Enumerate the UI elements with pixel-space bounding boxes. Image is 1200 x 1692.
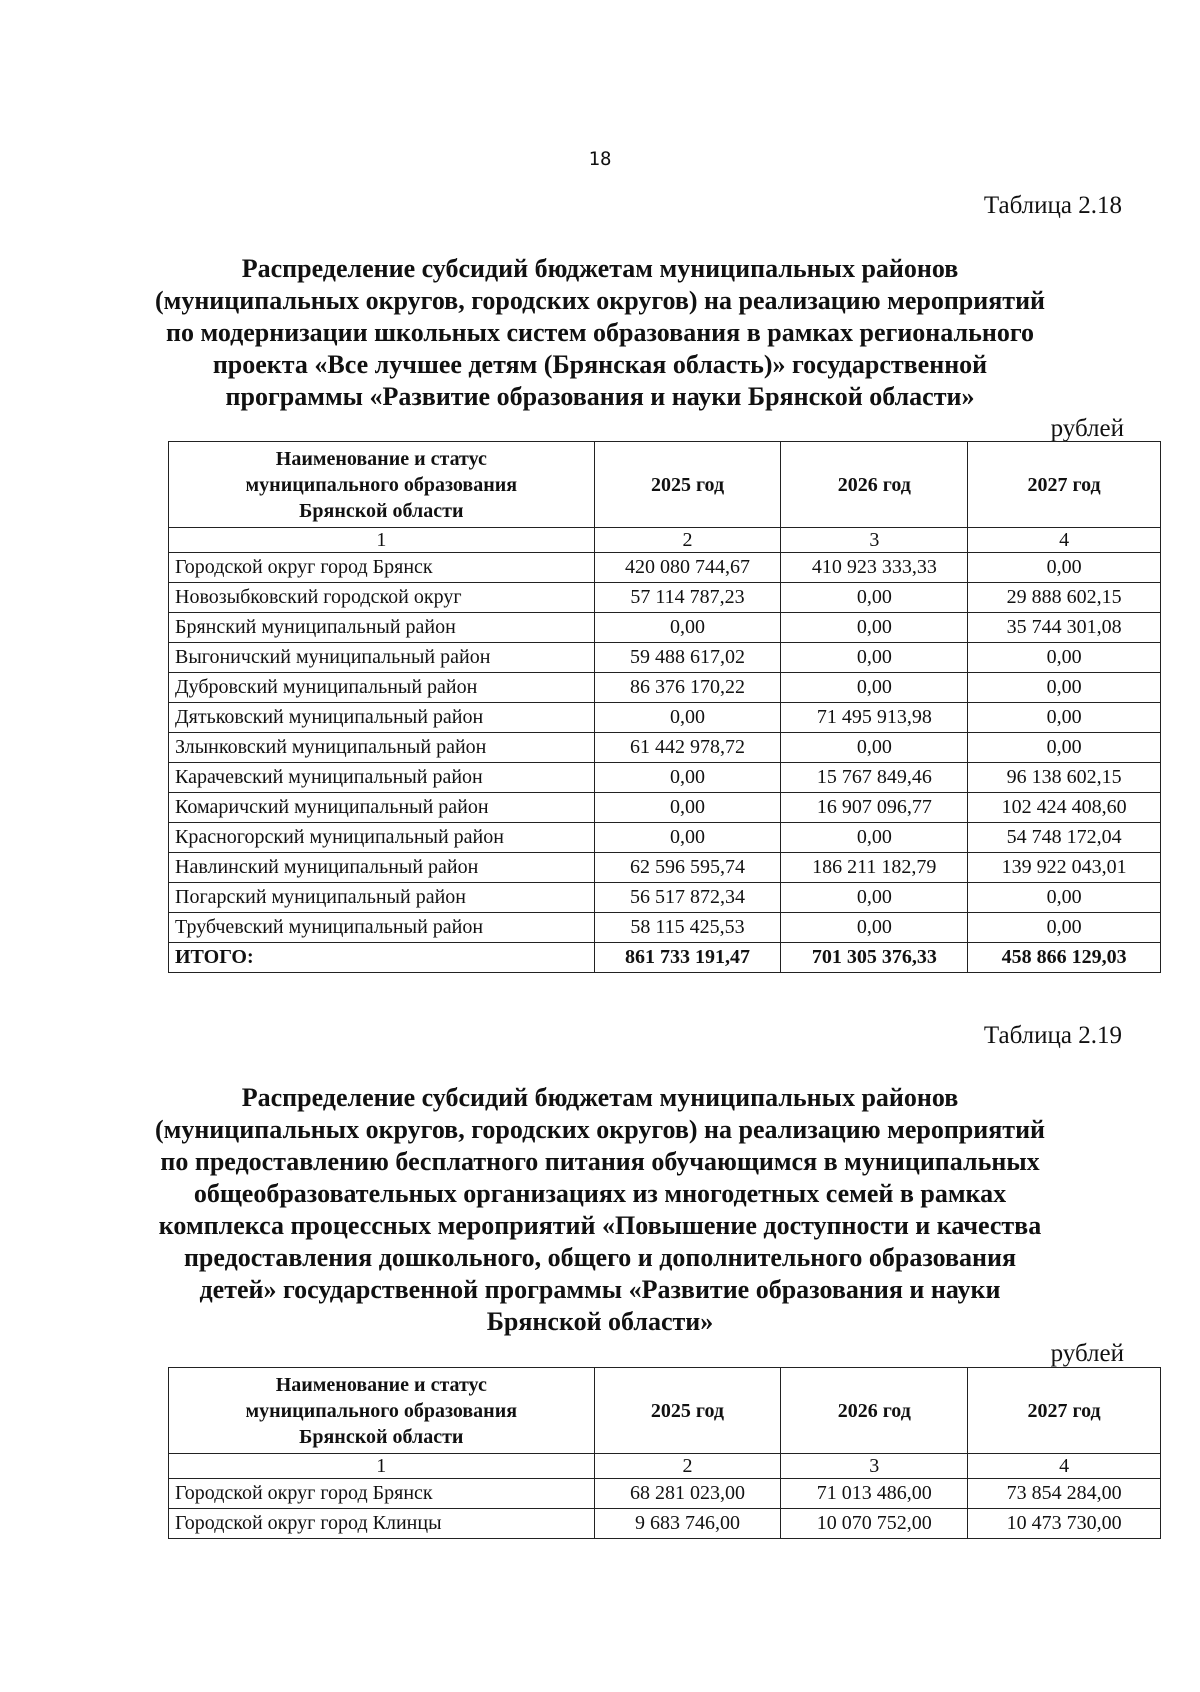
table-cell: 0,00 — [968, 733, 1161, 763]
table1-header-name: Наименование и статус муниципального образования Брянской области — [169, 442, 595, 528]
table-cell: 96 138 602,15 — [968, 763, 1161, 793]
table-cell: 15 767 849,46 — [781, 763, 968, 793]
table-cell: 0,00 — [594, 763, 781, 793]
table2-unit: рублей — [1050, 1340, 1124, 1367]
table2-title-line: Распределение субсидий бюджетам муниципальных районов — [241, 1083, 959, 1112]
table-cell: Городской округ город Брянск — [169, 553, 595, 583]
table-cell: 0,00 — [968, 643, 1161, 673]
table-cell: 2 — [594, 528, 781, 553]
table-cell: 0,00 — [781, 733, 968, 763]
table-cell: 0,00 — [781, 643, 968, 673]
table-total-cell: ИТОГО: — [169, 943, 595, 973]
table-cell: Навлинский муниципальный район — [169, 853, 595, 883]
table-cell: 68 281 023,00 — [594, 1479, 781, 1509]
table1-unit: рублей — [1050, 415, 1124, 442]
table-cell: 73 854 284,00 — [968, 1479, 1161, 1509]
table-cell: 0,00 — [968, 703, 1161, 733]
table-cell: 0,00 — [594, 613, 781, 643]
table-cell: 139 922 043,01 — [968, 853, 1161, 883]
table-row — [169, 673, 1161, 703]
table-cell: 54 748 172,04 — [968, 823, 1161, 853]
table-total-cell: 701 305 376,33 — [781, 943, 968, 973]
table-row — [169, 733, 1161, 763]
table-cell: 0,00 — [968, 883, 1161, 913]
table2-header-2027: 2027 год — [968, 1368, 1161, 1454]
table-total-row — [169, 943, 1161, 973]
table2-title-line: детей» государственной программы «Развитие образования и науки — [199, 1275, 1001, 1304]
table-cell: 3 — [781, 528, 968, 553]
table-cell: Брянский муниципальный район — [169, 613, 595, 643]
table-cell: 186 211 182,79 — [781, 853, 968, 883]
table2-header-row — [169, 1368, 1161, 1454]
table-cell: Дятьковский муниципальный район — [169, 703, 595, 733]
table-row — [169, 1479, 1161, 1509]
table-cell: 56 517 872,34 — [594, 883, 781, 913]
table2-header-2026: 2026 год — [781, 1368, 968, 1454]
table-cell: 0,00 — [594, 793, 781, 823]
table-cell: Злынковский муниципальный район — [169, 733, 595, 763]
table-cell: 57 114 787,23 — [594, 583, 781, 613]
table-cell: 0,00 — [968, 553, 1161, 583]
table2-title-line: по предоставлению бесплатного питания обучающимся в муниципальных — [160, 1147, 1040, 1176]
table1-header-2027: 2027 год — [968, 442, 1161, 528]
table-cell: 71 013 486,00 — [781, 1479, 968, 1509]
table1-title-line: Распределение субсидий бюджетам муниципальных районов — [241, 254, 959, 283]
table-cell: 62 596 595,74 — [594, 853, 781, 883]
table1-title-line: (муниципальных округов, городских округов) на реализацию мероприятий — [154, 286, 1046, 315]
table-cell: 0,00 — [594, 823, 781, 853]
table-cell: 29 888 602,15 — [968, 583, 1161, 613]
table-cell: 0,00 — [781, 883, 968, 913]
table-cell: 102 424 408,60 — [968, 793, 1161, 823]
table-row — [169, 883, 1161, 913]
table-cell: 0,00 — [781, 613, 968, 643]
table-cell: Комаричский муниципальный район — [169, 793, 595, 823]
table-cell: 0,00 — [781, 673, 968, 703]
table-cell: 10 473 730,00 — [968, 1509, 1161, 1539]
table-cell: 86 376 170,22 — [594, 673, 781, 703]
table-cell: 0,00 — [781, 583, 968, 613]
table-cell: 9 683 746,00 — [594, 1509, 781, 1539]
table1 — [168, 441, 1161, 973]
table-cell: Городской округ город Клинцы — [169, 1509, 595, 1539]
table2-header-name: Наименование и статус муниципального образования Брянской области — [169, 1368, 595, 1454]
table-row — [169, 643, 1161, 673]
table-cell: 0,00 — [594, 703, 781, 733]
table-cell: 4 — [968, 1454, 1161, 1479]
table-row — [169, 763, 1161, 793]
table1-index-row — [169, 528, 1161, 553]
table-cell: 0,00 — [968, 673, 1161, 703]
table-cell: Красногорский муниципальный район — [169, 823, 595, 853]
table-row — [169, 853, 1161, 883]
table-total-cell: 458 866 129,03 — [968, 943, 1161, 973]
table-cell: 71 495 913,98 — [781, 703, 968, 733]
table1-header-row — [169, 442, 1161, 528]
table2-title — [140, 1082, 1060, 1338]
table-cell: 2 — [594, 1454, 781, 1479]
table-cell: Карачевский муниципальный район — [169, 763, 595, 793]
table-cell: 0,00 — [781, 913, 968, 943]
table-cell: 16 907 096,77 — [781, 793, 968, 823]
table-cell: Погарский муниципальный район — [169, 883, 595, 913]
table-cell: Дубровский муниципальный район — [169, 673, 595, 703]
table2-label: Таблица 2.19 — [983, 1022, 1122, 1049]
table-cell: 3 — [781, 1454, 968, 1479]
table2-title-line: (муниципальных округов, городских округов) на реализацию мероприятий — [154, 1115, 1046, 1144]
table-cell: 61 442 978,72 — [594, 733, 781, 763]
table-total-cell: 861 733 191,47 — [594, 943, 781, 973]
table1-title-line: проекта «Все лучшее детям (Брянская область)» государственной — [212, 350, 988, 379]
table2 — [168, 1367, 1161, 1539]
table-cell: Трубчевский муниципальный район — [169, 913, 595, 943]
table-row — [169, 553, 1161, 583]
table1-title-line: по модернизации школьных систем образования в рамках регионального — [166, 318, 1034, 347]
table-cell: Новозыбковский городской округ — [169, 583, 595, 613]
table-row — [169, 703, 1161, 733]
table1-title-line: программы «Развитие образования и науки Брянской области» — [225, 382, 975, 411]
table-cell: 35 744 301,08 — [968, 613, 1161, 643]
table2-title-line: Брянской области» — [486, 1307, 714, 1336]
table1-header-2026: 2026 год — [781, 442, 968, 528]
table2-header-2025: 2025 год — [594, 1368, 781, 1454]
table-row — [169, 1509, 1161, 1539]
table-cell: 0,00 — [968, 913, 1161, 943]
table1-header-2025: 2025 год — [594, 442, 781, 528]
table2-title-line: предоставления дошкольного, общего и дополнительного образования — [183, 1243, 1017, 1272]
table-cell: 1 — [169, 528, 595, 553]
table-cell: 10 070 752,00 — [781, 1509, 968, 1539]
table1-label: Таблица 2.18 — [983, 192, 1122, 219]
table-row — [169, 793, 1161, 823]
table2-title-line: комплекса процессных мероприятий «Повышение доступности и качества — [158, 1211, 1042, 1240]
table-cell: 0,00 — [781, 823, 968, 853]
table-row — [169, 613, 1161, 643]
table-cell: 58 115 425,53 — [594, 913, 781, 943]
table2-index-row — [169, 1454, 1161, 1479]
table-cell: 410 923 333,33 — [781, 553, 968, 583]
table-cell: 59 488 617,02 — [594, 643, 781, 673]
table-row — [169, 823, 1161, 853]
table1-title — [140, 253, 1060, 413]
table-cell: Городской округ город Брянск — [169, 1479, 595, 1509]
table2-title-line: общеобразовательных организациях из многодетных семей в рамках — [193, 1179, 1007, 1208]
page-number: 18 — [588, 148, 612, 170]
table-cell: Выгоничский муниципальный район — [169, 643, 595, 673]
table-row — [169, 583, 1161, 613]
table-cell: 420 080 744,67 — [594, 553, 781, 583]
table-cell: 4 — [968, 528, 1161, 553]
table-row — [169, 913, 1161, 943]
table-cell: 1 — [169, 1454, 595, 1479]
